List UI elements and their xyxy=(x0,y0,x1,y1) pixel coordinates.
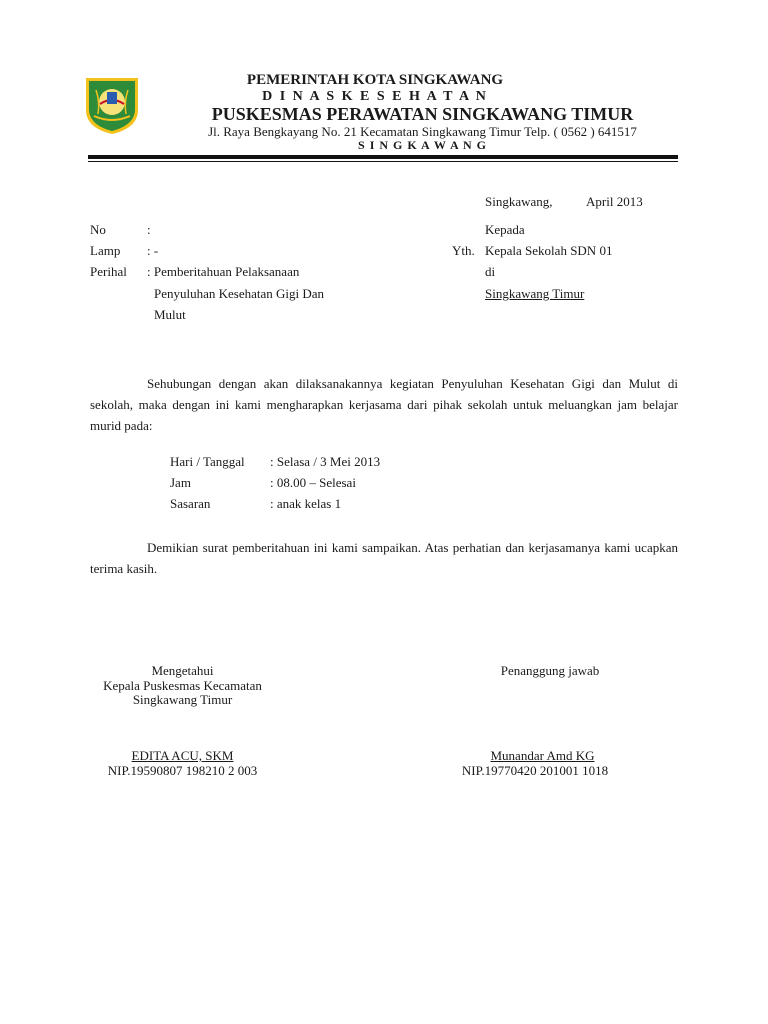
schedule-target-label: Sasaran xyxy=(170,496,211,511)
sig-right-name: Munandar Amd KG xyxy=(490,748,595,763)
recipient-place: Singkawang Timur xyxy=(485,286,585,301)
lamp-label: Lamp xyxy=(90,243,121,258)
letterhead-department: D I N A S K E S E H A T A N xyxy=(262,89,488,104)
schedule-time-label: Jam xyxy=(170,475,191,490)
letterhead-institution: PUSKESMAS PERAWATAN SINGKAWANG TIMUR xyxy=(211,104,634,124)
schedule-time-value: : 08.00 – Selesai xyxy=(270,475,356,490)
body-paragraph-1: Sehubungan dengan akan dilaksanakannya kegiatan Penyuluhan Kesehatan Gigi dan Mulut di sekolah, maka dengan ini kami mengharapkan kerjasama dari pihak sekolah untuk meluangkan jam belajar murid pada: xyxy=(90,376,678,433)
lamp-value: : - xyxy=(147,243,159,258)
perihal-line-1: : Pemberitahuan Pelaksanaan xyxy=(147,264,300,279)
date-value: April 2013 xyxy=(586,194,643,209)
schedule-day-value: : Selasa / 3 Mei 2013 xyxy=(270,454,381,469)
schedule-day-label: Hari / Tanggal xyxy=(170,454,245,469)
no-value: : xyxy=(147,222,151,237)
recipient-yth: Yth. xyxy=(452,243,475,258)
recipient-kepada: Kepada xyxy=(485,222,525,237)
no-label: No xyxy=(90,222,106,237)
letterhead-city: S I N G K A W A N G xyxy=(358,138,487,152)
recipient-di: di xyxy=(485,264,496,279)
date-place: Singkawang, xyxy=(485,194,553,209)
header-divider-thick xyxy=(88,155,678,159)
letterhead-government: PEMERINTAH KOTA SINGKAWANG xyxy=(246,72,504,88)
perihal-label: Perihal xyxy=(90,264,127,279)
body-paragraph-2: Demikian surat pemberitahuan ini kami sampaikan. Atas perhatian dan kerjasamanya kami ucapkan terima kasih. xyxy=(90,540,678,576)
sig-left-line-1: Mengetahui xyxy=(151,663,214,678)
city-emblem-logo xyxy=(80,74,144,136)
header-divider-thin xyxy=(88,161,678,162)
sig-left-line-2: Kepala Puskesmas Kecamatan xyxy=(103,678,262,693)
perihal-line-3: Mulut xyxy=(154,307,186,322)
sig-left-line-3: Singkawang Timur xyxy=(132,692,233,707)
recipient-name: Kepala Sekolah SDN 01 xyxy=(485,243,613,258)
schedule-target-value: : anak kelas 1 xyxy=(270,496,342,511)
letterhead-address: Jl. Raya Bengkayang No. 21 Kecamatan Singkawang Timur Telp. ( 0562 ) 641517 xyxy=(208,124,637,139)
sig-left-nip: NIP.19590807 198210 2 003 xyxy=(107,763,258,778)
perihal-line-2: Penyuluhan Kesehatan Gigi Dan xyxy=(154,286,325,301)
sig-right-nip: NIP.19770420 201001 1018 xyxy=(461,763,609,778)
sig-left-name: EDITA ACU, SKM xyxy=(131,748,234,763)
sig-right-line-1: Penanggung jawab xyxy=(500,663,600,678)
